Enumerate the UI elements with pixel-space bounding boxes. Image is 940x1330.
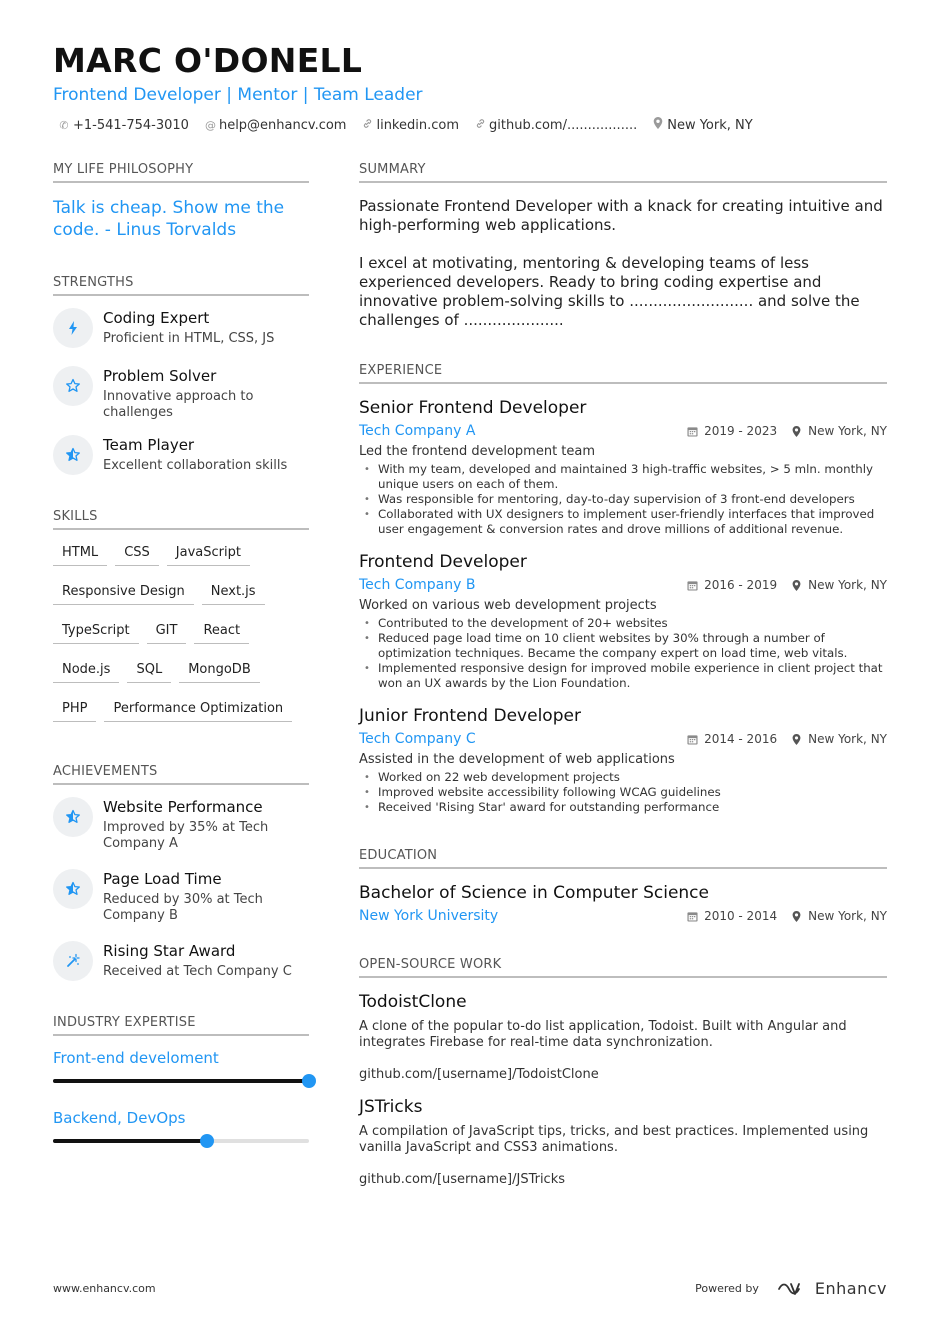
link-icon xyxy=(475,117,485,135)
school-name: New York University xyxy=(359,908,499,924)
location-pin-icon xyxy=(653,117,663,135)
section-title: MY LIFE PHILOSOPHY xyxy=(53,162,309,183)
skill-tag: Performance Optimization xyxy=(104,695,292,722)
strengths-section xyxy=(53,275,309,475)
calendar-icon xyxy=(687,734,698,745)
expertise-bar-fill xyxy=(53,1139,207,1143)
job-summary: Assisted in the development of web applications xyxy=(359,752,675,767)
expertise-section xyxy=(53,1015,309,1143)
phone-icon: ✆ xyxy=(59,119,69,132)
calendar-icon xyxy=(687,580,698,591)
job-bullet: • Implemented responsive design for improved mobile experience in client project that won an UX awards by the Lion Foundation. xyxy=(359,661,887,691)
skill-tag: Responsive Design xyxy=(53,578,194,605)
skill-tag: PHP xyxy=(53,695,96,722)
expertise-bar xyxy=(53,1079,309,1083)
github-text: github.com/................. xyxy=(489,118,638,133)
skill-tag: React xyxy=(194,617,249,644)
project-desc: A clone of the popular to-do list application, Todoist. Built with Angular and integrates Firebase for real-time data synchronization. xyxy=(359,1019,847,1050)
location-pin-icon xyxy=(791,734,802,745)
achievement-item xyxy=(53,869,309,924)
contact-email[interactable] xyxy=(205,117,347,135)
skill-tag: JavaScript xyxy=(167,539,250,566)
section-title: STRENGTHS xyxy=(53,275,309,296)
skills-list xyxy=(53,539,309,734)
job-title: Senior Frontend Developer xyxy=(359,398,587,418)
project-link[interactable]: github.com/[username]/JSTricks xyxy=(359,1172,566,1187)
strength-title: Team Player xyxy=(103,436,195,454)
job-entry xyxy=(359,705,887,815)
strength-item xyxy=(53,308,309,348)
strength-title: Coding Expert xyxy=(103,309,210,327)
project-title: JSTricks xyxy=(359,1097,423,1117)
job-title: Junior Frontend Developer xyxy=(359,706,581,726)
strength-title: Problem Solver xyxy=(103,367,217,385)
achievement-desc: Reduced by 30% at Tech Company B xyxy=(103,892,263,923)
section-title: INDUSTRY EXPERTISE xyxy=(53,1015,309,1036)
section-title: ACHIEVEMENTS xyxy=(53,764,309,785)
skill-tag: Next.js xyxy=(202,578,265,605)
expertise-label: Backend, DevOps xyxy=(53,1109,186,1127)
strength-desc: Excellent collaboration skills xyxy=(103,458,288,473)
enhancv-logo-icon xyxy=(777,1281,809,1297)
project-title: TodoistClone xyxy=(359,992,467,1012)
achievement-item xyxy=(53,797,309,852)
job-dates: 2019 - 2023 xyxy=(704,424,778,438)
strength-desc: Innovative approach to challenges xyxy=(103,389,254,420)
expertise-bar-fill xyxy=(53,1079,309,1083)
achievement-desc: Improved by 35% at Tech Company A xyxy=(103,820,269,851)
expertise-item xyxy=(53,1048,309,1083)
philosophy-section xyxy=(53,162,309,241)
expertise-bar-knob xyxy=(302,1074,316,1088)
job-bullet: • Was responsible for mentoring, day-to-day supervision of 3 front-end developers xyxy=(359,492,887,507)
company-name: Tech Company C xyxy=(359,731,476,747)
left-column xyxy=(53,162,309,1143)
section-title: OPEN-SOURCE WORK xyxy=(359,957,887,978)
summary-paragraph: Passionate Frontend Developer with a knack for creating intuitive and high-performing web applications. xyxy=(359,197,883,234)
calendar-icon xyxy=(687,426,698,437)
headline xyxy=(53,84,893,106)
candidate-name: MARC O'DONELL xyxy=(53,41,363,80)
job-location: New York, NY xyxy=(808,578,887,592)
section-title: SKILLS xyxy=(53,509,309,530)
achievement-desc: Received at Tech Company C xyxy=(103,964,292,979)
education-section xyxy=(359,848,887,925)
section-title: EDUCATION xyxy=(359,848,887,869)
summary-section xyxy=(359,162,887,330)
strength-item xyxy=(53,435,309,475)
bolt-icon xyxy=(53,308,93,348)
job-bullets xyxy=(359,462,887,537)
skill-tag: GIT xyxy=(147,617,187,644)
project-desc: A compilation of JavaScript tips, tricks, and best practices. Implemented using vanilla JavaScript and CSS3 animations. xyxy=(359,1124,869,1155)
education-location: New York, NY xyxy=(808,909,887,923)
job-entry xyxy=(359,551,887,691)
page-footer xyxy=(53,1279,887,1298)
footer-site-link[interactable]: www.enhancv.com xyxy=(53,1282,156,1295)
section-title: SUMMARY xyxy=(359,162,887,183)
headline-title: Mentor xyxy=(237,85,298,105)
skills-section xyxy=(53,509,309,734)
calendar-icon xyxy=(687,911,698,922)
job-bullet: • Improved website accessibility following WCAG guidelines xyxy=(359,785,887,800)
powered-by xyxy=(695,1279,887,1298)
location-text: New York, NY xyxy=(667,118,753,133)
brand-name: Enhancv xyxy=(814,1279,887,1298)
job-summary: Worked on various web development projects xyxy=(359,598,657,613)
location-pin-icon xyxy=(791,426,802,437)
degree-title: Bachelor of Science in Computer Science xyxy=(359,883,709,903)
skill-tag: HTML xyxy=(53,539,107,566)
expertise-item xyxy=(53,1108,309,1143)
project-entry xyxy=(359,991,887,1083)
achievement-title: Rising Star Award xyxy=(103,942,236,960)
project-entry xyxy=(359,1096,887,1188)
contact-linkedin[interactable] xyxy=(362,117,459,135)
company-name: Tech Company A xyxy=(359,423,476,439)
job-entry xyxy=(359,397,887,537)
skill-tag: CSS xyxy=(115,539,159,566)
section-title: EXPERIENCE xyxy=(359,363,887,384)
at-icon: @ xyxy=(204,119,216,132)
company-name: Tech Company B xyxy=(359,577,476,593)
job-bullet: • With my team, developed and maintained 3 high-traffic websites, > 5 mln. monthly unique users on each of them. xyxy=(359,462,887,492)
star-half-icon xyxy=(53,435,93,475)
achievement-title: Page Load Time xyxy=(103,870,222,888)
headline-separator: | xyxy=(226,85,232,105)
skill-tag: MongoDB xyxy=(179,656,260,683)
job-bullet: • Received 'Rising Star' award for outstanding performance xyxy=(359,800,887,815)
link-icon xyxy=(362,117,372,135)
job-dates: 2014 - 2016 xyxy=(704,732,778,746)
location-pin-icon xyxy=(791,911,802,922)
resume-header xyxy=(53,42,893,135)
linkedin-text: linkedin.com xyxy=(376,118,459,133)
achievement-title: Website Performance xyxy=(103,798,263,816)
education-dates: 2010 - 2014 xyxy=(704,909,778,923)
skill-tag: Node.js xyxy=(53,656,119,683)
contact-location xyxy=(653,117,752,135)
expertise-bar xyxy=(53,1139,309,1143)
job-location: New York, NY xyxy=(808,424,887,438)
star-half-icon xyxy=(53,869,93,909)
project-link[interactable]: github.com/[username]/TodoistClone xyxy=(359,1067,599,1082)
star-half-icon xyxy=(53,797,93,837)
headline-title: Team Leader xyxy=(313,85,423,105)
headline-title: Frontend Developer xyxy=(53,85,221,105)
skill-tag: TypeScript xyxy=(53,617,139,644)
job-bullets xyxy=(359,616,887,691)
contact-phone[interactable] xyxy=(59,117,189,135)
job-title: Frontend Developer xyxy=(359,552,527,572)
expertise-label: Front-end develoment xyxy=(53,1049,219,1067)
expertise-bar-knob xyxy=(200,1134,214,1148)
achievement-item xyxy=(53,941,309,981)
location-pin-icon xyxy=(791,580,802,591)
job-summary: Led the frontend development team xyxy=(359,444,596,459)
job-location: New York, NY xyxy=(808,732,887,746)
star-outline-icon xyxy=(53,366,93,406)
strength-item xyxy=(53,366,309,421)
job-bullet: • Collaborated with UX designers to implement user-friendly interfaces that improved user engagement & conversion rates and drove millions of additional revenue. xyxy=(359,507,887,537)
summary-paragraph: I excel at motivating, mentoring & developing teams of less experienced developers. Ready to bring coding expertise and innovative problem-solving skills to .......................... and solve the challenges of ..................... xyxy=(359,254,860,329)
job-bullet: • Worked on 22 web development projects xyxy=(359,770,887,785)
skill-tag: SQL xyxy=(127,656,171,683)
job-bullets xyxy=(359,770,887,815)
philosophy-quote: Talk is cheap. Show me the code. - Linus Torvalds xyxy=(53,198,285,240)
magic-wand-icon xyxy=(53,941,93,981)
opensource-section xyxy=(359,957,887,1188)
job-bullet: • Reduced page load time on 10 client websites by 30% through a number of optimization techniques. Became the company expert on load time, web vitals. xyxy=(359,631,887,661)
headline-separator: | xyxy=(302,85,309,105)
strength-desc: Proficient in HTML, CSS, JS xyxy=(103,331,275,346)
contact-github[interactable] xyxy=(475,117,637,135)
experience-section xyxy=(359,363,887,815)
achievements-section xyxy=(53,764,309,981)
job-bullet: • Contributed to the development of 20+ websites xyxy=(359,616,887,631)
contact-bar xyxy=(53,117,893,135)
email-text: help@enhancv.com xyxy=(218,118,347,133)
job-dates: 2016 - 2019 xyxy=(704,578,778,592)
right-column xyxy=(359,162,887,1188)
phone-text: +1-541-754-3010 xyxy=(73,118,189,133)
powered-by-label: Powered by xyxy=(695,1282,759,1295)
